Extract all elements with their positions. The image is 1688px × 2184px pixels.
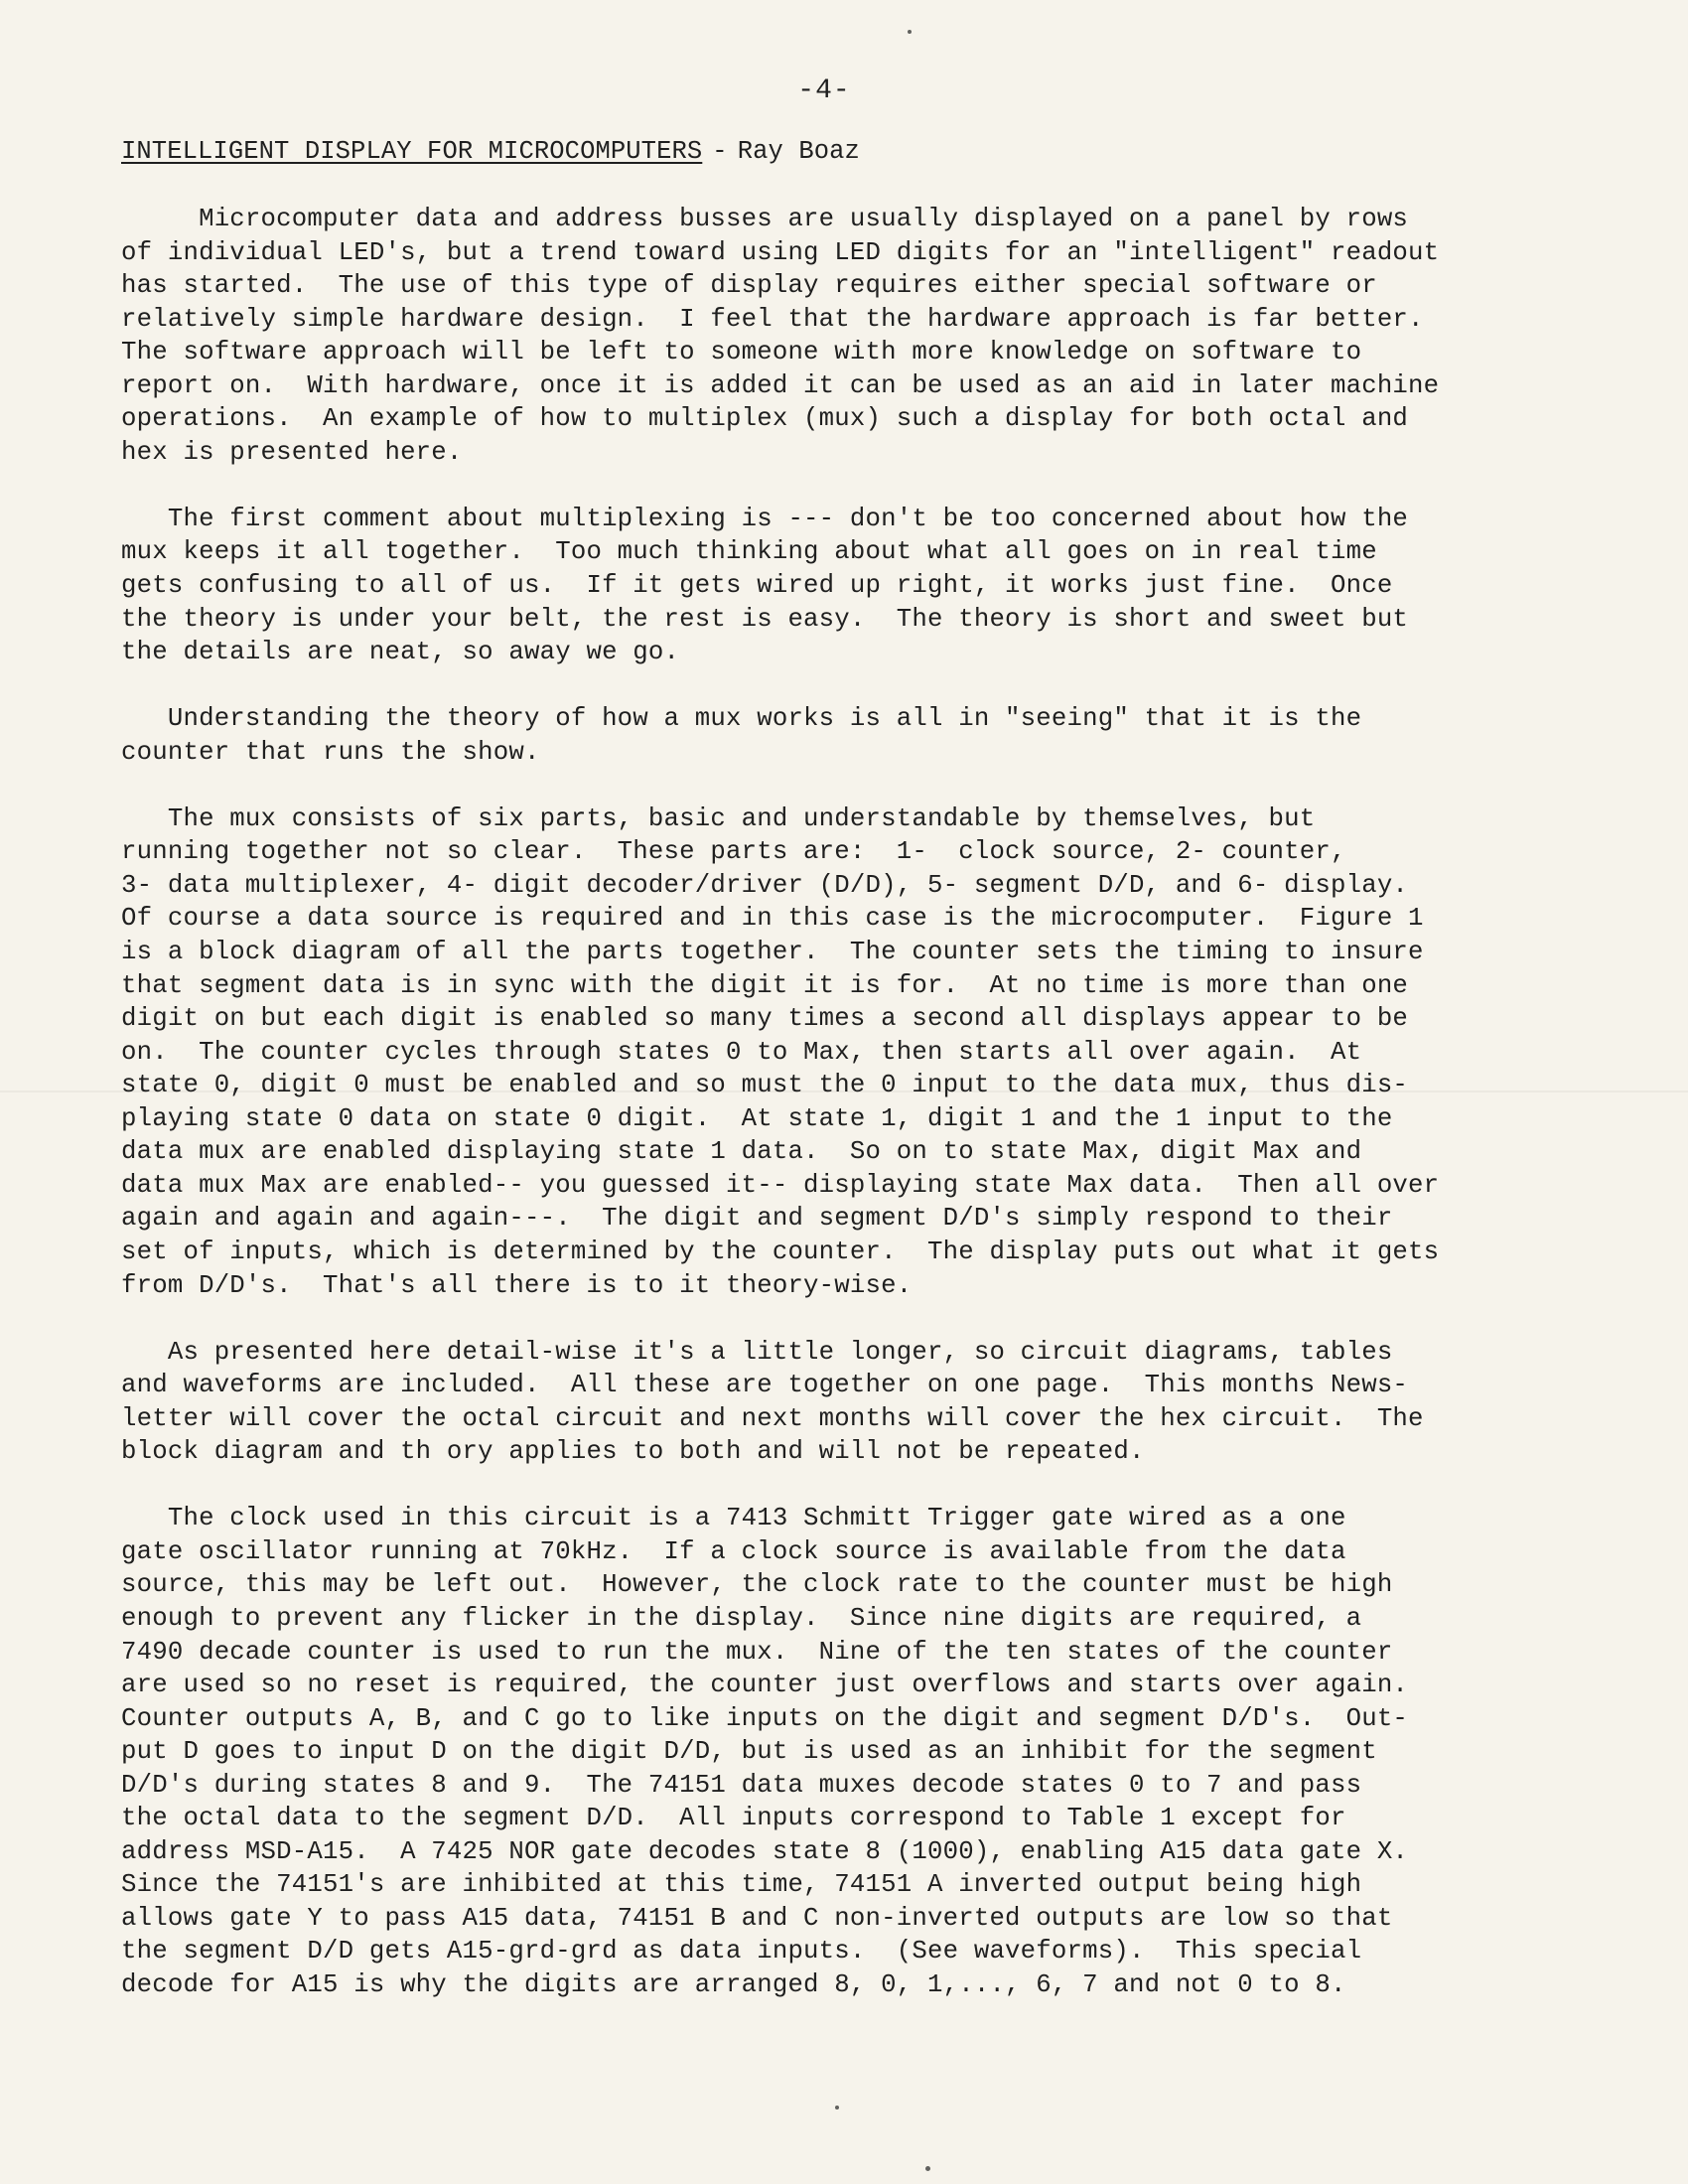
text-line: letter will cover the octal circuit and next months will cover the hex circuit. The: [121, 1403, 1424, 1433]
paragraph: [121, 702, 1551, 769]
text-line: counter that runs the show.: [121, 737, 540, 767]
text-line: data mux Max are enabled-- you guessed it-- displaying state Max data. Then all over: [121, 1170, 1440, 1200]
text-line: running together not so clear. These parts are: 1- clock source, 2- counter,: [121, 837, 1346, 867]
title-separator: -: [712, 137, 728, 166]
text-line: of individual LED's, but a trend toward using LED digits for an "intelligent" readout: [121, 237, 1440, 267]
paragraph: [121, 503, 1551, 669]
text-line: mux keeps it all together. Too much thinking about what all goes on in real time: [121, 537, 1377, 567]
text-line: gate oscillator running at 70kHz. If a clock source is available from the data: [121, 1536, 1346, 1566]
text-line: The software approach will be left to someone with more knowledge on software to: [121, 338, 1362, 367]
text-line: playing state 0 data on state 0 digit. At state 1, digit 1 and the 1 input to the: [121, 1103, 1393, 1133]
text-line: Counter outputs A, B, and C go to like inputs on the digit and segment D/D's. Out-: [121, 1703, 1409, 1733]
text-line: block diagram and th ory applies to both and will not be repeated.: [121, 1437, 1145, 1467]
text-line: has started. The use of this type of display requires either special software or: [121, 271, 1377, 301]
text-line: allows gate Y to pass A15 data, 74151 B and C non-inverted outputs are low so that: [121, 1903, 1393, 1933]
text-line: operations. An example of how to multiplex (mux) such a display for both octal and: [121, 404, 1409, 434]
text-line: the segment D/D gets A15-grd-grd as data inputs. (See waveforms). This special: [121, 1937, 1362, 1966]
text-line: The first comment about multiplexing is --- don't be too concerned about how the: [121, 504, 1409, 533]
article-author: Ray Boaz: [737, 137, 860, 166]
text-line: set of inputs, which is determined by the counter. The display puts out what it gets: [121, 1237, 1440, 1266]
paragraph: [121, 1336, 1551, 1469]
text-line: As presented here detail-wise it's a little longer, so circuit diagrams, tables: [121, 1337, 1393, 1367]
paper-speck: [925, 2166, 930, 2171]
text-line: Since the 74151's are inhibited at this time, 74151 A inverted output being high: [121, 1870, 1362, 1900]
text-line: relatively simple hardware design. I feel that the hardware approach is far better.: [121, 304, 1424, 334]
text-line: 7490 decade counter is used to run the mux. Nine of the ten states of the counter: [121, 1637, 1393, 1667]
page-number: -4-: [797, 75, 851, 106]
text-line: the octal data to the segment D/D. All inputs correspond to Table 1 except for: [121, 1804, 1346, 1833]
text-line: is a block diagram of all the parts together. The counter sets the timing to insure: [121, 938, 1424, 967]
paper-speck: [835, 2106, 839, 2110]
text-line: the details are neat, so away we go.: [121, 638, 680, 667]
text-line: data mux are enabled displaying state 1 data. So on to state Max, digit Max and: [121, 1137, 1362, 1167]
text-line: 3- data multiplexer, 4- digit decoder/driver (D/D), 5- segment D/D, and 6- display.: [121, 870, 1409, 900]
text-line: Microcomputer data and address busses are usually displayed on a panel by rows: [121, 205, 1409, 233]
paragraph: [121, 802, 1551, 1302]
text-line: and waveforms are included. All these are together on one page. This months News-: [121, 1371, 1409, 1400]
text-line: Of course a data source is required and in this case is the microcomputer. Figure 1: [121, 904, 1424, 934]
text-line: from D/D's. That's all there is to it theory-wise.: [121, 1270, 913, 1300]
text-line: decode for A15 is why the digits are arranged 8, 0, 1,..., 6, 7 and not 0 to 8.: [121, 1969, 1346, 1999]
article-body: [121, 203, 1551, 2035]
text-line: report on. With hardware, once it is added it can be used as an aid in later machine: [121, 370, 1440, 400]
paragraph: [121, 203, 1551, 469]
article-heading: [121, 137, 860, 166]
text-line: Understanding the theory of how a mux works is all in "seeing" that it is the: [121, 704, 1362, 734]
text-line: are used so no reset is required, the counter just overflows and starts over again.: [121, 1671, 1409, 1700]
text-line: address MSD-A15. A 7425 NOR gate decodes state 8 (1000), enabling A15 data gate X.: [121, 1836, 1409, 1866]
text-line: on. The counter cycles through states 0 to Max, then starts all over again. At: [121, 1037, 1362, 1067]
text-line: hex is presented here.: [121, 437, 463, 467]
text-line: D/D's during states 8 and 9. The 74151 data muxes decode states 0 to 7 and pass: [121, 1770, 1362, 1800]
text-line: enough to prevent any flicker in the display. Since nine digits are required, a: [121, 1603, 1362, 1633]
text-line: put D goes to input D on the digit D/D, but is used as an inhibit for the segment: [121, 1737, 1377, 1767]
text-line: state 0, digit 0 must be enabled and so must the 0 input to the data mux, thus dis-: [121, 1071, 1409, 1100]
text-line: that segment data is in sync with the digit it is for. At no time is more than one: [121, 970, 1409, 1000]
text-line: gets confusing to all of us. If it gets wired up right, it works just fine. Once: [121, 571, 1393, 601]
text-line: The clock used in this circuit is a 7413 Schmitt Trigger gate wired as a one: [121, 1504, 1346, 1533]
article-title: INTELLIGENT DISPLAY FOR MICROCOMPUTERS: [121, 137, 703, 166]
paper-speck: [908, 30, 912, 34]
text-line: the theory is under your belt, the rest is easy. The theory is short and sweet but: [121, 604, 1409, 634]
text-line: digit on but each digit is enabled so many times a second all displays appear to be: [121, 1004, 1409, 1034]
text-line: again and again and again---. The digit and segment D/D's simply respond to their: [121, 1204, 1393, 1234]
text-line: The mux consists of six parts, basic and understandable by themselves, but: [121, 803, 1316, 833]
text-line: source, this may be left out. However, the clock rate to the counter must be high: [121, 1570, 1393, 1600]
paragraph: [121, 1502, 1551, 2001]
